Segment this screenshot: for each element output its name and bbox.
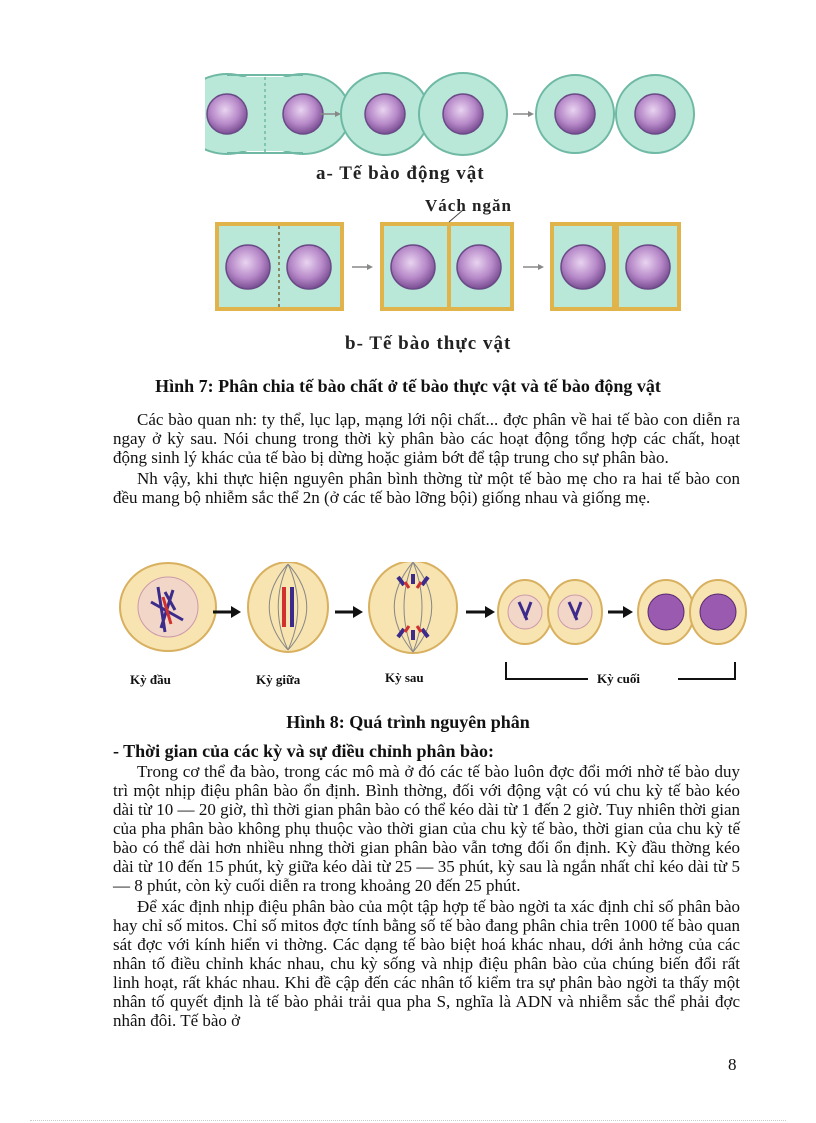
figure-7-caption: Hình 7: Phân chia tế bào chất ở tế bào thực vật và tế bào động vật	[155, 376, 661, 396]
arrow-icon	[523, 264, 544, 270]
body-text-block-1	[113, 410, 740, 507]
animal-cell-stage-2	[341, 73, 507, 155]
metaphase-cell	[248, 562, 328, 652]
cytokinesis-diagram	[205, 72, 725, 362]
animal-cell-stage-3	[536, 75, 694, 153]
figure-7-label-septum: Vách ngăn	[425, 196, 512, 215]
telophase-cell-late	[638, 580, 746, 644]
arrow-icon	[352, 264, 373, 270]
footer-divider	[30, 1120, 786, 1121]
paragraph: Các bào quan nh: ty thể, lục lạp, mạng lới nội chất... đợc phân về hai tế bào con diễn ra ngay ở kỳ sau. Nói chung trong thời kỳ phân bào các hoạt động tổng hợp các chất, hoạt động sinh lý khác của tế bào bị dừng hoặc giảm bớt để tập trung cho sự phân bào.	[113, 410, 740, 467]
figure-8-caption: Hình 8: Quá trình nguyên phân	[286, 712, 530, 732]
figure-7-label-b: b- Tế bào thực vật	[345, 333, 512, 354]
figure-8	[113, 562, 753, 692]
stage-label-metaphase: Kỳ giữa	[256, 672, 301, 687]
arrow-icon	[213, 606, 241, 618]
plant-cell-stage-2	[382, 210, 512, 309]
body-text-block-2	[113, 762, 740, 1030]
figure-7	[205, 72, 725, 362]
stage-label-telophase: Kỳ cuối	[597, 671, 640, 686]
telophase-cell-early	[498, 580, 602, 644]
arrow-icon	[466, 606, 495, 618]
figure-7-label-a: a- Tế bào động vật	[316, 163, 485, 184]
stage-label-prophase: Kỳ đầu	[130, 672, 171, 687]
paragraph: Trong cơ thể đa bào, trong các mô mà ở đó các tế bào luôn đợc đổi mới nhờ tế bào duy trì một nhịp điệu phân bào ổn định. Bình thờng, đối với động vật có vú chu kỳ tế bào kéo dài từ 10 — 20 giờ, thì thời gian phân bào có thể kéo dài từ 1 đến 2 giờ. Tuy nhiên thời gian của pha phân bào không phụ thuộc vào thời gian của chu kỳ tế bào, thời gian của chu kỳ tế bào có thể dài hơn nhiều nhng thời gian phân bào vẫn tơng đối ổn định. Kỳ đầu thờng kéo dài từ 10 đến 15 phút, kỳ giữa kéo dài từ 25 — 35 phút, kỳ sau là ngắn nhất chỉ kéo dài từ 5 — 8 phút, còn kỳ cuối diễn ra trong khoảng 20 đến 25 phút.	[113, 762, 740, 895]
prophase-cell	[120, 563, 216, 651]
section-heading: - Thời gian của các kỳ và sự điều chỉnh phân bào:	[113, 741, 495, 761]
arrow-icon	[608, 606, 633, 618]
page-number: 8	[728, 1055, 737, 1074]
paragraph: Nh vậy, khi thực hiện nguyên phân bình thờng từ một tế bào mẹ cho ra hai tế bào con đều mang bộ nhiễm sắc thể 2n (ở các tế bào lỡng bội) giống nhau và giống mẹ.	[113, 469, 740, 507]
arrow-icon	[335, 606, 363, 618]
mitosis-diagram	[113, 562, 753, 692]
plant-cell-stage-3	[552, 224, 679, 309]
plant-cell-stage-1	[217, 224, 342, 309]
anaphase-cell	[369, 562, 457, 653]
stage-label-anaphase: Kỳ sau	[385, 670, 424, 685]
paragraph: Để xác định nhịp điệu phân bào của một tập hợp tế bào ngời ta xác định chỉ số phân bào hay chỉ số mitos. Chỉ số mitos đợc tính bằng số tế bào đang phân chia trên 1000 tế bào quan sát đợc với kính hiển vi thờng. Các dạng tế bào biệt hoá khác nhau, dới ảnh hởng của các nhân tố điều chỉnh khác nhau, chu kỳ sống và nhịp điệu phân bào của chúng biến đổi rất linh hoạt, rất khác nhau. Khi đề cập đến các nhân tố kiểm tra sự phân bào ngời ta thấy một nhân tố quyết định là tế bào phải trải qua pha S, nghĩa là ADN và nhiễm sắc thể phải đợc nhân đôi. Tế bào ở	[113, 897, 740, 1030]
arrow-icon	[513, 111, 534, 117]
